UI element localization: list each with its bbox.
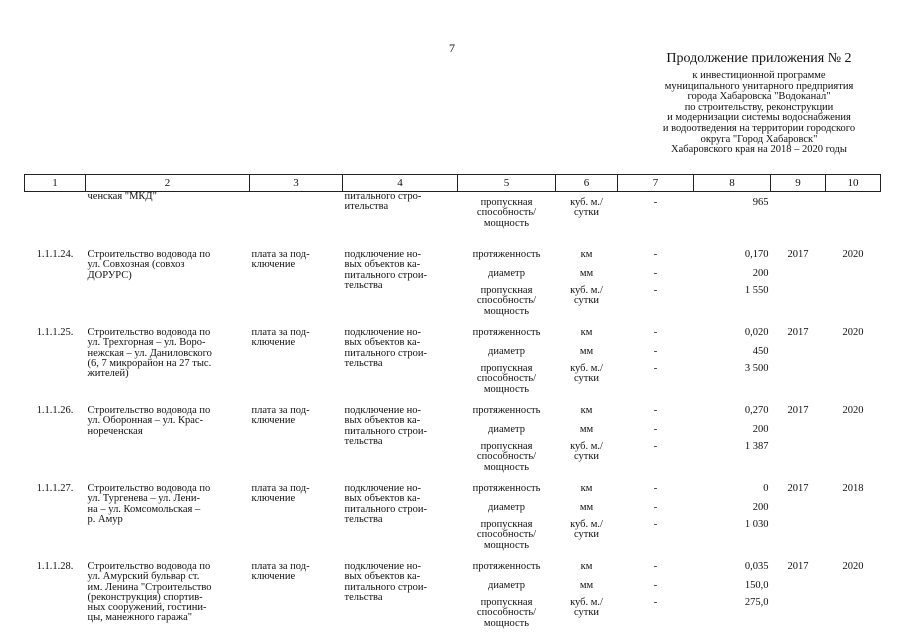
purpose: подключение но- вых объектов ка- питального строи- тельства [344,483,428,525]
param-base: - [653,197,658,208]
table-row-continuation [25,192,881,247]
param-base: - [653,249,658,260]
column-header-1: 1 [25,175,86,192]
param-base-stack [620,198,692,246]
column-header-10: 10 [826,175,881,192]
param-name: диаметр [488,424,525,435]
param-unit: куб. м./ сутки [570,363,603,385]
param-name: протяженность [472,561,541,572]
param-unit-stack [558,328,616,402]
start-year: 2017 [787,561,809,572]
param-base: - [653,483,658,494]
end-year: 2020 [842,327,864,338]
param-value-cell [694,324,771,402]
param-name: диаметр [488,580,525,591]
param-name-stack [460,250,554,324]
column-header-3: 3 [250,175,343,192]
param-base: - [653,597,658,608]
start-year [771,192,826,247]
end-year: 2020 [842,405,864,416]
table-row [25,402,881,480]
param-name-cell [458,192,556,247]
param-base-stack [620,484,692,558]
param-value-cell [694,558,771,636]
page-number: 7 [449,41,455,55]
param-base: - [653,580,658,591]
param-value-cell [694,402,771,480]
param-base: - [653,327,658,338]
param-base: - [653,424,658,435]
param-name-cell [458,246,556,324]
param-name-stack [460,484,554,558]
param-name: протяженность [472,249,541,260]
start-year: 2017 [787,405,809,416]
funding-source: плата за под- ключение [251,561,310,583]
param-unit: км [580,561,593,572]
investment-table [24,174,881,636]
param-value: 3 500 [744,363,769,374]
row-number: 1.1.1.28. [36,561,74,572]
param-base: - [653,268,658,279]
param-name: пропускная способность/ мощность [476,597,537,629]
row-number: 1.1.1.27. [36,483,74,494]
param-unit-stack [558,406,616,480]
end-year: 2020 [842,561,864,572]
param-base-stack [620,250,692,324]
row-number: 1.1.1.25. [36,327,74,338]
param-name: диаметр [488,502,525,513]
column-header-9: 9 [771,175,826,192]
purpose: подключение но- вых объектов ка- питального строи- тельства [344,405,428,447]
table-row [25,246,881,324]
param-unit: куб. м./ сутки [570,441,603,463]
param-base: - [653,285,658,296]
param-base-stack [620,406,692,480]
param-base-stack [620,562,692,636]
param-base-cell [618,480,694,558]
param-name-stack [460,198,554,246]
purpose: подключение но- вых объектов ка- питального строи- тельства [344,249,428,291]
funding-source: плата за под- ключение [251,249,310,271]
param-base: - [653,346,658,357]
funding-source: плата за под- ключение [251,405,310,427]
table-row [25,324,881,402]
param-name-cell [458,402,556,480]
start-year: 2017 [787,249,809,260]
param-base-stack [620,328,692,402]
table-row [25,558,881,636]
param-unit: куб. м./ сутки [570,285,603,307]
param-name: диаметр [488,268,525,279]
param-unit-stack [558,562,616,636]
param-unit: мм [579,424,594,435]
param-unit-cell [556,246,618,324]
project-name: Строительство водовода по ул. Трехгорная – ул. Воро- нежская – ул. Даниловского (6, 7 микрорайон на 27 тыс. жителей) [87,327,212,380]
param-value-cell [694,246,771,324]
param-name: пропускная способность/ мощность [476,285,537,317]
param-unit: куб. м./ сутки [570,519,603,541]
param-unit-cell [556,324,618,402]
param-value-cell [694,192,771,247]
param-value-stack [696,562,769,636]
param-name: протяженность [472,483,541,494]
end-year: 2018 [842,483,864,494]
param-value: 200 [752,424,769,435]
param-name-stack [460,328,554,402]
param-base: - [653,363,658,374]
param-base: - [653,405,658,416]
param-name-cell [458,558,556,636]
param-value-stack [696,250,769,324]
param-unit: км [580,405,593,416]
param-value: 150,0 [744,580,769,591]
param-name: пропускная способность/ мощность [476,363,537,395]
param-name: пропускная способность/ мощность [476,441,537,473]
project-name: Строительство водовода по ул. Амурский бульвар ст. им. Ленина "Строительство (реконструкция) спортив- ных сооружений, гостини- цы, манежного гаража" [87,561,212,624]
project-name: ченская "МКД" [87,191,157,202]
param-base-cell [618,558,694,636]
param-value: 965 [752,197,769,208]
appendix-subtitle: к инвестиционной программе муниципального унитарного предприятия города Хабаровска "Водоканал" по строительству, реконструкции и модернизации системы водоснабжения и водоотведения на территории городского округа "Город Хабаровск" Хабаровского края на 2018 – 2020 годы [662,70,856,156]
param-unit: куб. м./ сутки [570,597,603,619]
column-number-row [25,175,881,192]
param-value: 0 [763,483,769,494]
param-value-stack [696,484,769,558]
param-value: 200 [752,502,769,513]
project-name: Строительство водовода по ул. Совхозная (совхоз ДОРУРС) [87,249,211,281]
param-value: 1 387 [744,441,769,452]
column-header-7: 7 [618,175,694,192]
param-name: протяженность [472,327,541,338]
param-value-stack [696,328,769,402]
end-year [826,192,881,247]
project-name: Строительство водовода по ул. Тургенева – ул. Лени- на – ул. Комсомольская – р. Амур [87,483,211,525]
end-year: 2020 [842,249,864,260]
param-unit: мм [579,268,594,279]
param-name-cell [458,480,556,558]
row-number: 1.1.1.26. [36,405,74,416]
param-base-cell [618,246,694,324]
param-unit-cell [556,558,618,636]
param-unit: км [580,483,593,494]
column-header-5: 5 [458,175,556,192]
param-value: 200 [752,268,769,279]
param-value-stack [696,406,769,480]
row-number [25,192,86,247]
param-base: - [653,519,658,530]
param-base-cell [618,192,694,247]
row-number: 1.1.1.24. [36,249,74,260]
param-unit-stack [558,198,616,246]
param-base: - [653,502,658,513]
param-unit: мм [579,580,594,591]
param-unit: км [580,327,593,338]
param-value: 0,270 [744,405,769,416]
column-header-6: 6 [556,175,618,192]
table-row [25,480,881,558]
param-name: диаметр [488,346,525,357]
param-name: пропускная способность/ мощность [476,197,537,229]
param-value-stack [696,198,769,246]
param-value: 450 [752,346,769,357]
purpose: питального стро- ительства [344,191,422,213]
param-unit: мм [579,346,594,357]
param-name: пропускная способность/ мощность [476,519,537,551]
funding-source: плата за под- ключение [251,327,310,349]
param-value-cell [694,480,771,558]
start-year: 2017 [787,483,809,494]
column-header-8: 8 [694,175,771,192]
start-year: 2017 [787,327,809,338]
param-value: 0,020 [744,327,769,338]
funding-source [250,192,343,247]
param-name-cell [458,324,556,402]
param-unit-cell [556,402,618,480]
param-base: - [653,561,658,572]
column-header-4: 4 [343,175,458,192]
purpose: подключение но- вых объектов ка- питального строи- тельства [344,561,428,603]
param-value: 0,170 [744,249,769,260]
param-unit-cell [556,480,618,558]
param-unit: мм [579,502,594,513]
param-base-cell [618,324,694,402]
param-value: 275,0 [744,597,769,608]
appendix-title: Продолжение приложения № 2 [666,51,852,66]
param-name: протяженность [472,405,541,416]
param-value: 1 550 [744,285,769,296]
param-base: - [653,441,658,452]
param-value: 0,035 [744,561,769,572]
project-name: Строительство водовода по ул. Оборонная – ул. Крас- нореченская [87,405,211,437]
param-name-stack [460,562,554,636]
param-unit-stack [558,484,616,558]
param-unit: куб. м./ сутки [570,197,603,219]
funding-source: плата за под- ключение [251,483,310,505]
param-name-stack [460,406,554,480]
column-header-2: 2 [86,175,250,192]
param-value: 1 030 [744,519,769,530]
param-unit-stack [558,250,616,324]
param-unit-cell [556,192,618,247]
param-base-cell [618,402,694,480]
param-unit: км [580,249,593,260]
purpose: подключение но- вых объектов ка- питального строи- тельства [344,327,428,369]
